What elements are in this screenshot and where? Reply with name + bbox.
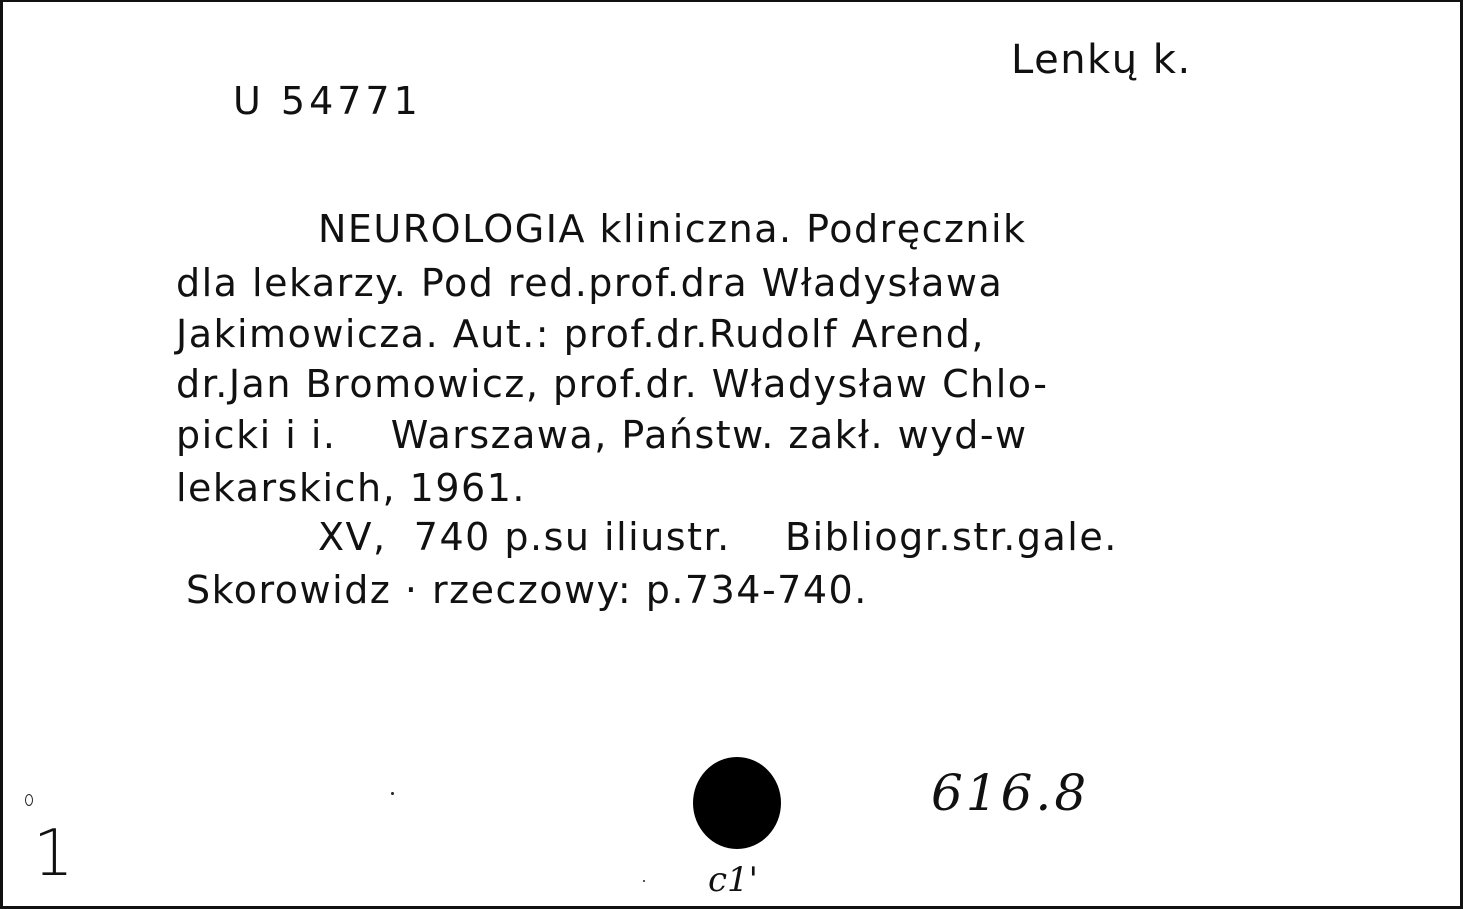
punch-hole — [693, 757, 781, 849]
speck — [25, 794, 33, 806]
location-note: Lenkų k. — [1011, 37, 1192, 83]
entry-line-3: Jakimowicza. Aut.: prof.dr.Rudolf Arend, — [176, 312, 985, 356]
entry-line-1: NEUROLOGIA kliniczna. Podręcznik — [318, 207, 1027, 251]
speck — [391, 792, 394, 795]
margin-number: 1 — [33, 817, 74, 891]
call-number: U 54771 — [233, 79, 422, 123]
classification-number: 616.8 — [931, 764, 1090, 822]
entry-line-4: dr.Jan Bromowicz, prof.dr. Władysław Chlo- — [176, 362, 1049, 406]
speck — [643, 880, 645, 882]
entry-line-7: XV, 740 p.su iliustr. Bibliogr.str.gale. — [318, 515, 1118, 559]
bottom-mark: c1' — [708, 860, 759, 900]
entry-line-2: dla lekarzy. Pod red.prof.dra Władysława — [176, 261, 1004, 305]
entry-line-6: lekarskich, 1961. — [176, 466, 526, 510]
entry-line-5: picki i i. Warszawa, Państw. zakł. wyd-w — [176, 413, 1028, 457]
entry-line-8: Skorowidz · rzeczowy: p.734-740. — [186, 568, 868, 612]
